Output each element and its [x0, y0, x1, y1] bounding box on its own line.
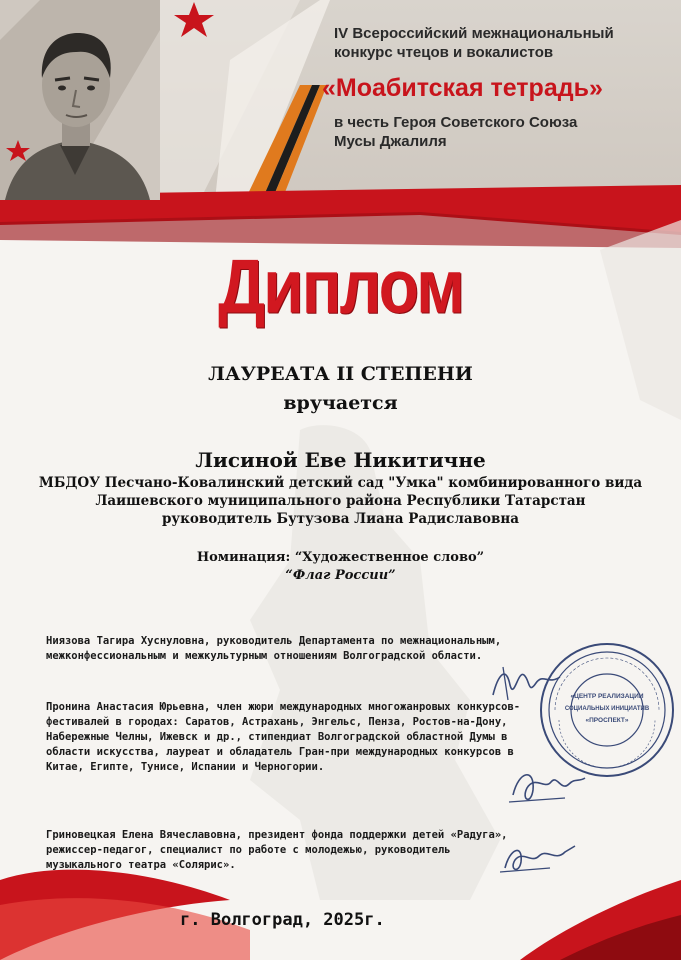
city-year: г. Волгоград, 2025г. — [180, 910, 385, 930]
work-title: “Флаг России” — [285, 568, 396, 583]
nomination: Номинация: “Художественное слово” — [196, 550, 485, 565]
jury-member-1: Ниязова Тагира Хуснуловна, руководитель Департамента по межнациональным, межконфессиональным и межкультурным отношениям Волгоградской области. — [46, 635, 502, 662]
stamp-line-2: СОЦИАЛЬНЫХ ИНИЦИАТИВ — [564, 706, 650, 712]
header-line-dedication: в честь Героя Советского Союза — [334, 114, 578, 131]
supervisor-line: руководитель Бутузова Лиана Радиславовна — [161, 511, 519, 527]
header-line-hero-name: Мусы Джалиля — [334, 133, 447, 150]
organization-stamp — [537, 640, 677, 780]
stamp-line-3: «ПРОСПЕКТ» — [585, 717, 629, 724]
organization-line-2: Лаишевского муниципального района Республики Татарстан — [95, 493, 586, 509]
organization-line-1: МБДОУ Песчано-Ковалинский детский сад "Умка" комбинированного вида — [38, 475, 643, 491]
header-line-contest-type: конкурс чтецов и вокалистов — [334, 44, 554, 61]
presented-text: вручается — [283, 392, 398, 414]
contest-title: «Моабитская тетрадь» — [322, 74, 603, 102]
signature-3 — [495, 838, 580, 878]
stamp-line-1: «ЦЕНТР РЕАЛИЗАЦИИ — [570, 693, 644, 700]
header-line-contest-number: IV Всероссийский межнациональный — [334, 25, 614, 42]
diploma-title: Диплом — [218, 243, 463, 329]
hero-portrait — [0, 0, 160, 200]
recipient-name: Лисиной Еве Никитичне — [195, 448, 486, 472]
star-icon — [172, 2, 216, 38]
jury-member-3: Гриновецкая Елена Вячеславовна, президент фонда поддержки детей «Радуга», режиссер-педагог, специалист по работе с молодежью, руководитель музыкального театра «Солярис». — [46, 829, 508, 871]
laureate-degree: ЛАУРЕАТА II СТЕПЕНИ — [208, 363, 473, 385]
jury-member-2: Пронина Анастасия Юрьевна, член жюри международных многожанровых конкурсов-фестивалей в городах: Саратов, Астрахань, Энгельс, Пенза, Ростов-на-Дону, Набережные Челны, Ижевск и др., стипендиат Волгоградской областной Думы в области искусства, лауреат и обладатель Гран-при международных конкурсов в Китае, Египте, Тунисе, Испании и Черногории. — [46, 701, 521, 773]
